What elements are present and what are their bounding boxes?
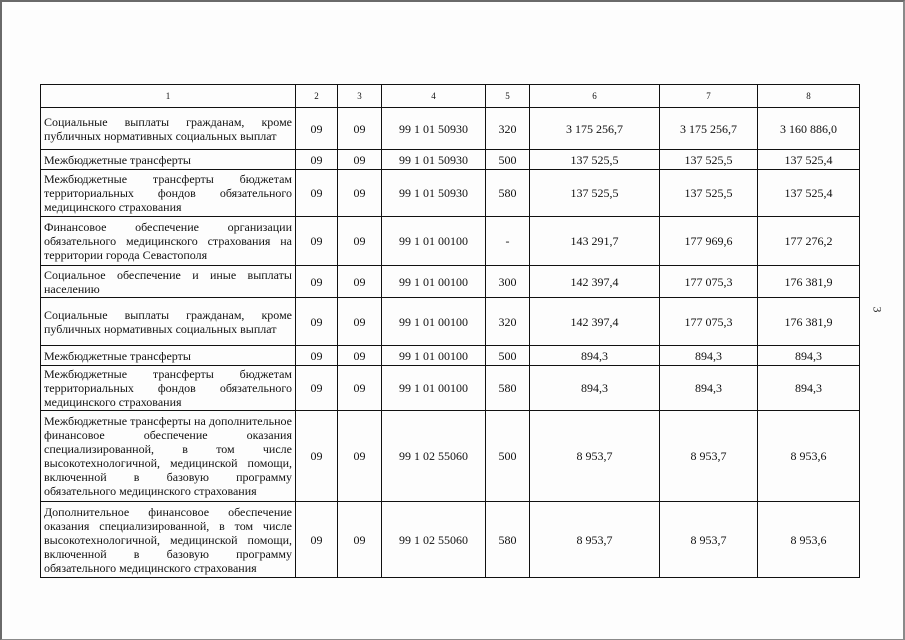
target-article-cell: 99 1 01 50930 [382, 108, 486, 150]
expense-type-cell: 580 [486, 366, 530, 411]
amount-col7-cell: 8 953,7 [660, 502, 758, 578]
subsection-cell: 09 [338, 366, 382, 411]
amount-col6-cell: 8 953,7 [530, 502, 660, 578]
expense-type-cell: 500 [486, 150, 530, 170]
expense-type-cell: 300 [486, 266, 530, 298]
target-article-cell: 99 1 01 50930 [382, 170, 486, 217]
section-cell: 09 [296, 266, 338, 298]
amount-col8-cell: 8 953,6 [758, 502, 860, 578]
column-header: 2 [296, 85, 338, 108]
target-article-cell: 99 1 02 55060 [382, 411, 486, 502]
amount-col7-cell: 894,3 [660, 346, 758, 366]
section-cell: 09 [296, 298, 338, 346]
expense-type-cell: 500 [486, 411, 530, 502]
row-name-cell: Социальные выплаты гражданам, кроме публичных нормативных социальных выплат [41, 298, 296, 346]
section-cell: 09 [296, 108, 338, 150]
section-cell: 09 [296, 502, 338, 578]
table-row [41, 346, 860, 366]
amount-col8-cell: 894,3 [758, 366, 860, 411]
expense-type-cell: 320 [486, 298, 530, 346]
amount-col7-cell: 177 969,6 [660, 217, 758, 266]
amount-col8-cell: 176 381,9 [758, 298, 860, 346]
table-row [41, 150, 860, 170]
target-article-cell: 99 1 01 00100 [382, 298, 486, 346]
table-row [41, 108, 860, 150]
subsection-cell: 09 [338, 266, 382, 298]
target-article-cell: 99 1 01 00100 [382, 266, 486, 298]
section-cell: 09 [296, 411, 338, 502]
subsection-cell: 09 [338, 346, 382, 366]
amount-col6-cell: 894,3 [530, 346, 660, 366]
row-name-cell: Дополнительное финансовое обеспечение оказания специализированной, в том числе высокотехнологичной, медицинской помощи, включенной в базовую программу обязательного медицинского страхования [41, 502, 296, 578]
amount-col8-cell: 176 381,9 [758, 266, 860, 298]
subsection-cell: 09 [338, 217, 382, 266]
table-row [41, 170, 860, 217]
amount-col8-cell: 177 276,2 [758, 217, 860, 266]
section-cell: 09 [296, 366, 338, 411]
expense-type-cell: 320 [486, 108, 530, 150]
table-row [41, 502, 860, 578]
amount-col8-cell: 894,3 [758, 346, 860, 366]
section-cell: 09 [296, 217, 338, 266]
row-name-cell: Социальное обеспечение и иные выплаты населению [41, 266, 296, 298]
target-article-cell: 99 1 01 00100 [382, 346, 486, 366]
amount-col7-cell: 894,3 [660, 366, 758, 411]
target-article-cell: 99 1 01 00100 [382, 217, 486, 266]
subsection-cell: 09 [338, 150, 382, 170]
target-article-cell: 99 1 02 55060 [382, 502, 486, 578]
expense-type-cell: 500 [486, 346, 530, 366]
column-header: 8 [758, 85, 860, 108]
section-cell: 09 [296, 150, 338, 170]
table-row [41, 266, 860, 298]
amount-col6-cell: 3 175 256,7 [530, 108, 660, 150]
amount-col6-cell: 142 397,4 [530, 298, 660, 346]
column-header: 6 [530, 85, 660, 108]
amount-col6-cell: 137 525,5 [530, 150, 660, 170]
row-name-cell: Межбюджетные трансферты бюджетам территориальных фондов обязательного медицинского страхования [41, 366, 296, 411]
amount-col8-cell: 137 525,4 [758, 150, 860, 170]
amount-col7-cell: 177 075,3 [660, 266, 758, 298]
subsection-cell: 09 [338, 411, 382, 502]
table-row [41, 366, 860, 411]
column-header: 4 [382, 85, 486, 108]
column-header: 1 [41, 85, 296, 108]
column-header: 7 [660, 85, 758, 108]
column-header: 5 [486, 85, 530, 108]
row-name-cell: Финансовое обеспечение организации обязательного медицинского страхования на территории города Севастополя [41, 217, 296, 266]
section-cell: 09 [296, 346, 338, 366]
amount-col7-cell: 3 175 256,7 [660, 108, 758, 150]
table-row [41, 411, 860, 502]
subsection-cell: 09 [338, 170, 382, 217]
amount-col8-cell: 3 160 886,0 [758, 108, 860, 150]
subsection-cell: 09 [338, 502, 382, 578]
expense-type-cell: - [486, 217, 530, 266]
budget-table [40, 84, 860, 578]
row-name-cell: Межбюджетные трансферты на дополнительное финансовое обеспечение оказания специализированной, в том числе высокотехнологичной, медицинской помощи, включенной в базовую программу обязательного медицинского страхования [41, 411, 296, 502]
column-header: 3 [338, 85, 382, 108]
expense-type-cell: 580 [486, 502, 530, 578]
amount-col6-cell: 894,3 [530, 366, 660, 411]
amount-col6-cell: 143 291,7 [530, 217, 660, 266]
table-header-row [41, 85, 860, 108]
amount-col8-cell: 8 953,6 [758, 411, 860, 502]
table-row [41, 217, 860, 266]
section-cell: 09 [296, 170, 338, 217]
row-name-cell: Межбюджетные трансферты [41, 346, 296, 366]
amount-col7-cell: 137 525,5 [660, 170, 758, 217]
subsection-cell: 09 [338, 108, 382, 150]
amount-col7-cell: 8 953,7 [660, 411, 758, 502]
row-name-cell: Межбюджетные трансферты бюджетам территориальных фондов обязательного медицинского страхования [41, 170, 296, 217]
target-article-cell: 99 1 01 50930 [382, 150, 486, 170]
row-name-cell: Межбюджетные трансферты [41, 150, 296, 170]
amount-col7-cell: 137 525,5 [660, 150, 758, 170]
expense-type-cell: 580 [486, 170, 530, 217]
table-row [41, 298, 860, 346]
subsection-cell: 09 [338, 298, 382, 346]
page-number: 3 [870, 306, 885, 313]
amount-col8-cell: 137 525,4 [758, 170, 860, 217]
target-article-cell: 99 1 01 00100 [382, 366, 486, 411]
amount-col7-cell: 177 075,3 [660, 298, 758, 346]
amount-col6-cell: 8 953,7 [530, 411, 660, 502]
amount-col6-cell: 142 397,4 [530, 266, 660, 298]
amount-col6-cell: 137 525,5 [530, 170, 660, 217]
row-name-cell: Социальные выплаты гражданам, кроме публичных нормативных социальных выплат [41, 108, 296, 150]
